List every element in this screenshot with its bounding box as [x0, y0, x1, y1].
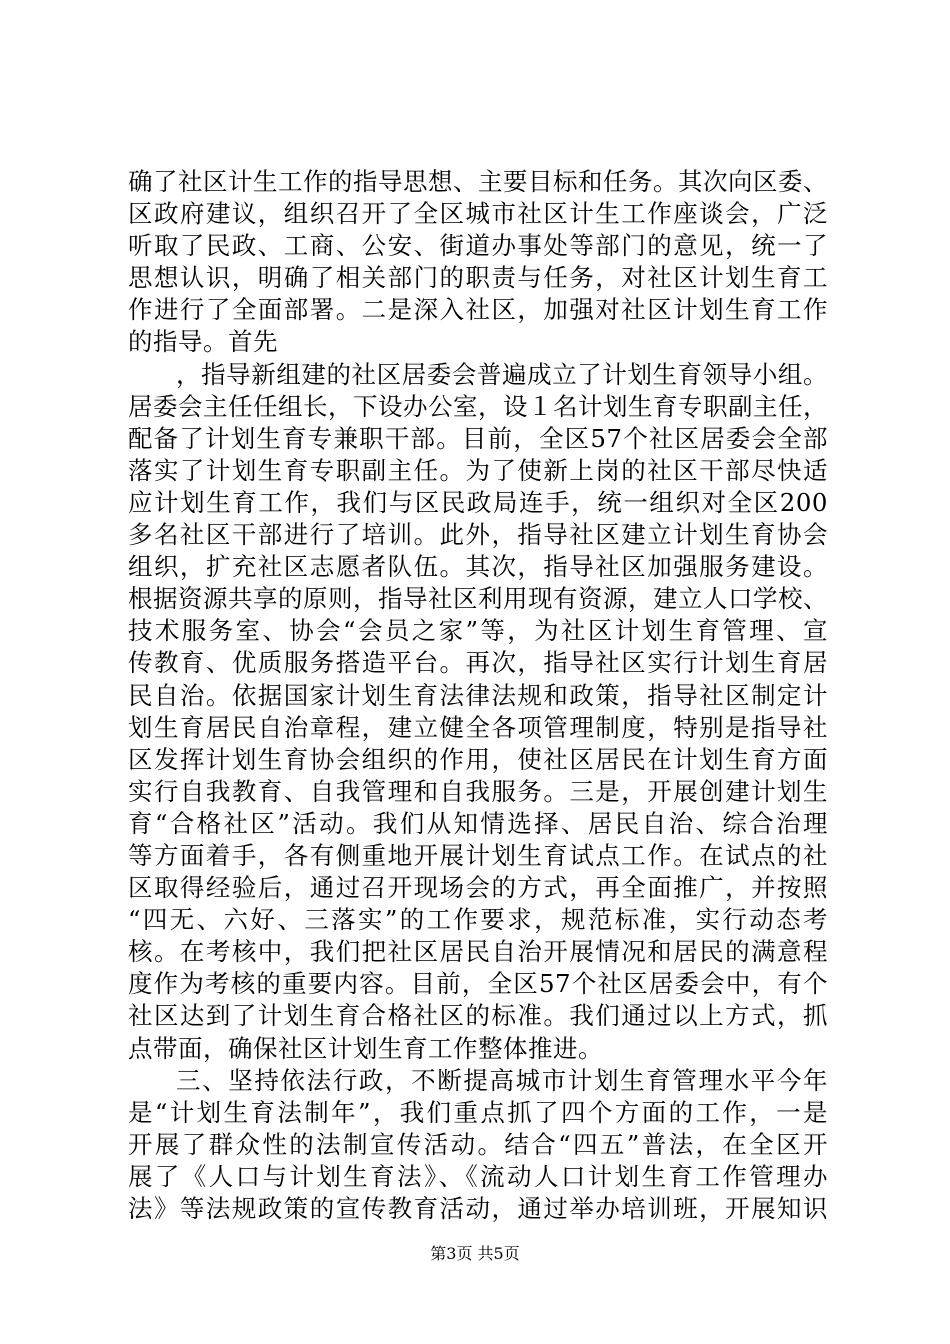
text-line: 技术服务室、协会“会员之家”等，为社区计划生育管理、宣: [128, 616, 828, 646]
text-line: ，指导新组建的社区居委会普遍成立了计划生育领导小组。: [176, 359, 828, 389]
text-line: 展了《人口与计划生育法》、《流动人口计划生育工作管理办: [128, 1161, 828, 1191]
text-line: 区发挥计划生育协会组织的作用，使社区居民在计划生育方面: [128, 744, 828, 774]
text-line: 根据资源共享的原则，指导社区利用现有资源，建立人口学校、: [128, 584, 828, 614]
text-line: 区取得经验后，通过召开现场会的方式，再全面推广，并按照: [128, 873, 828, 903]
text-line: 思想认识，明确了相关部门的职责与任务，对社区计划生育工: [128, 263, 828, 293]
text-line: 实行自我教育、自我管理和自我服务。三是，开展创建计划生: [128, 776, 828, 806]
text-line: 育“合格社区”活动。我们从知情选择、居民自治、综合治理: [128, 808, 828, 838]
page-number-label: 第3页 共5页: [430, 1244, 520, 1263]
text-line: 听取了民政、工商、公安、街道办事处等部门的意见，统一了: [128, 231, 828, 261]
text-line: 居委会主任任组长，下设办公室，设１名计划生育专职副主任，: [128, 391, 828, 421]
text-line: 法》等法规政策的宣传教育活动，通过举办培训班，开展知识: [128, 1194, 828, 1223]
text-line: 的指导。首先: [128, 327, 278, 357]
text-line: 社区达到了计划生育合格社区的标准。我们通过以上方式，抓: [128, 1001, 828, 1031]
text-line: 确了社区计生工作的指导思想、主要目标和任务。其次向区委、: [128, 167, 828, 196]
text-line: 民自治。依据国家计划生育法律法规和政策，指导社区制定计: [128, 680, 828, 710]
text-line: 区政府建议，组织召开了全区城市社区计生工作座谈会，广泛: [128, 199, 828, 229]
text-line: 开展了群众性的法制宣传活动。结合“四五”普法，在全区开: [128, 1129, 828, 1159]
text-line: 组织，扩充社区志愿者队伍。其次，指导社区加强服务建设。: [128, 552, 828, 582]
text-line: 应计划生育工作，我们与区民政局连手，统一组织对全区200: [128, 487, 828, 517]
text-line: 传教育、优质服务搭造平台。再次，指导社区实行计划生育居: [128, 648, 828, 678]
text-line: 是“计划生育法制年”，我们重点抓了四个方面的工作，一是: [128, 1097, 828, 1127]
text-line: 落实了计划生育专职副主任。为了使新上岗的社区干部尽快适: [128, 455, 828, 485]
text-line: 作进行了全面部署。二是深入社区，加强对社区计划生育工作: [128, 295, 828, 325]
text-line: 三、坚持依法行政，不断提高城市计划生育管理水平今年: [176, 1065, 828, 1095]
text-line: 配备了计划生育专兼职干部。目前，全区57个社区居委会全部: [128, 423, 828, 453]
text-line: 多名社区干部进行了培训。此外，指导社区建立计划生育协会: [128, 520, 828, 550]
page-footer: [0, 1243, 950, 1265]
text-line: 划生育居民自治章程，建立健全各项管理制度，特别是指导社: [128, 712, 828, 742]
document-body: [128, 166, 828, 1225]
text-line: 点带面，确保社区计划生育工作整体推进。: [128, 1033, 603, 1063]
text-line: 度作为考核的重要内容。目前，全区57个社区居委会中，有个: [128, 969, 828, 999]
text-line: 等方面着手，各有侧重地开展计划生育试点工作。在试点的社: [128, 840, 828, 870]
text-line: “四无、六好、三落实”的工作要求，规范标准，实行动态考: [128, 905, 828, 935]
text-line: 核。在考核中，我们把社区居民自治开展情况和居民的满意程: [128, 937, 828, 967]
